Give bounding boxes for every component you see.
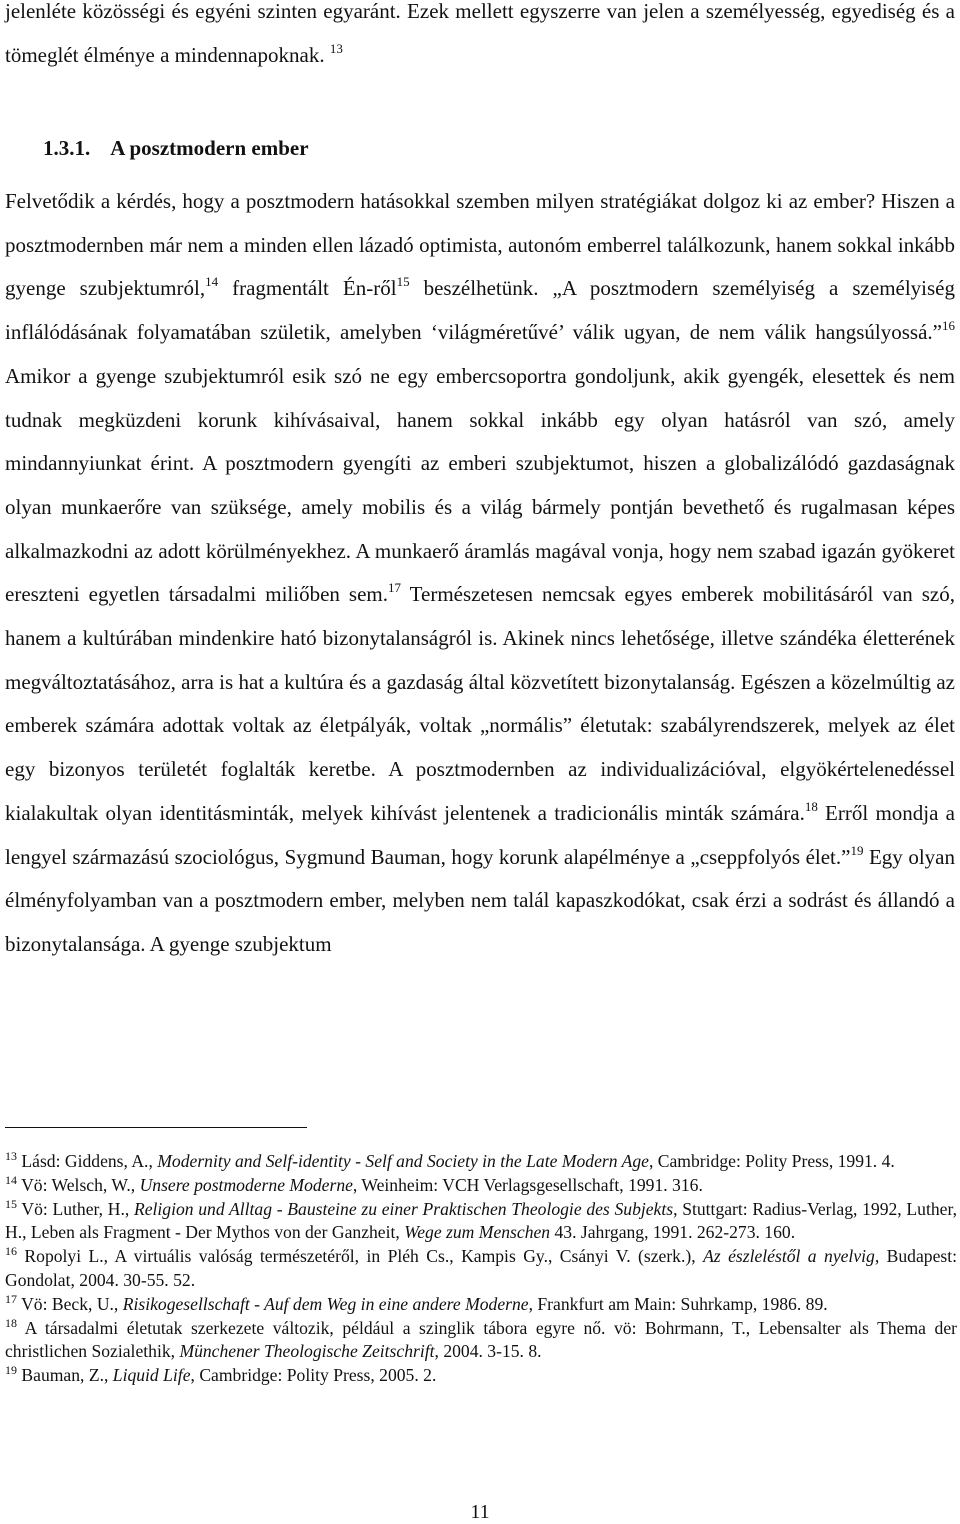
footnote-ref-13[interactable]: 13	[329, 40, 343, 56]
footnote-text: A társadalmi életutak szerkezete változik, például a szinglik tábora egyre nő. vö: Bohrmann, T., Lebensalter als Thema der christlichen Sozialethik,	[5, 1317, 957, 1362]
footnote-text: Vö: Welsch, W.,	[17, 1174, 140, 1195]
footnote-16	[5, 1245, 957, 1293]
body-text-6: Erről mondja a lengyel származású szociológus, Sygmund Bauman, hogy korunk alapélménye a „cseppfolyós élet.”	[5, 800, 955, 869]
footnote-text: , Frankfurt am Main: Suhrkamp, 1986. 89.	[528, 1293, 828, 1314]
footnote-13	[5, 1150, 957, 1174]
footnote-number: 14	[5, 1172, 17, 1187]
footnote-text: , Weinheim: VCH Verlagsgesellschaft, 1991. 316.	[352, 1174, 703, 1195]
section-title: A posztmodern ember	[110, 136, 309, 160]
footnote-title: Religion und Alltag - Bausteine zu einer Praktischen Theologie des Subjekts	[133, 1198, 674, 1219]
footnote-title: Risikogesellschaft - Auf dem Weg in eine andere Moderne	[122, 1293, 529, 1314]
footnote-title: Münchener Theologische Zeitschrift	[179, 1341, 435, 1362]
footnote-text: Vö: Luther, H.,	[17, 1198, 134, 1219]
page-number: 11	[470, 1501, 490, 1523]
footnote-ref-16[interactable]: 16	[942, 318, 955, 334]
footnote-text: , Cambridge: Polity Press, 1991. 4.	[648, 1151, 895, 1171]
intro-paragraph	[5, 0, 955, 77]
footnote-ref-15[interactable]: 15	[396, 274, 410, 290]
section-heading	[43, 127, 309, 171]
footnotes	[5, 1150, 957, 1388]
footnote-text: Bauman, Z.,	[17, 1365, 113, 1386]
footnote-text: 43. Jahrgang, 1991. 262-273. 160.	[550, 1222, 796, 1243]
body-text-1: Felvetődik a kérdés, hogy a posztmodern hatásokkal szemben milyen stratégiákat dolgoz ki az ember? Hiszen a posztmodernben már nem a minden ellen lázadó optimista, autonóm emberrel találkozunk, hanem sokkal inkább gyenge szubjektumról,	[5, 189, 955, 301]
footnote-title: Az észleléstől a nyelvig	[703, 1246, 875, 1267]
footnote-title: Wege zum Menschen	[404, 1222, 551, 1243]
footnote-title: Modernity and Self-identity - Self and Society in the Late Modern Age	[157, 1151, 649, 1171]
document-page	[5, 0, 958, 1523]
footnote-19	[5, 1364, 957, 1388]
footnote-15	[5, 1198, 957, 1246]
body-text-5: Természetesen nemcsak egyes emberek mobilitásáról van szó, hanem a kultúrában mindenkire ható bizonytalanságról is. Akinek nincs lehetősége, illetve szándéka életterének megváltoztatásához, arra is hat a kultúra és a gazdaság által közvetített bizonytalanság. Egészen a közelmúltig az emberek számára adottak voltak az életpályák, voltak „normális” életutak: szabályrendszerek, melyek az élet egy bizonyos területét foglalták keretbe. A posztmodernben az individualizációval, elgyökértelenedéssel kialakultak olyan identitásminták, melyek kihívást jelentenek a tradicionális minták számára.	[5, 582, 955, 825]
footnote-ref-17[interactable]: 17	[388, 580, 402, 596]
footnote-text: , 2004. 3-15. 8.	[434, 1341, 542, 1362]
body-text-7: Egy olyan élményfolyamban van a posztmodern ember, melyben nem talál kapaszkodókat, csak érzi a sodrást és állandó a bizonytalansága. A gyenge szubjektum	[5, 844, 955, 956]
section-number: 1.3.1.	[43, 136, 91, 160]
footnote-title: Unsere postmoderne Moderne	[139, 1174, 353, 1195]
footnote-number: 16	[5, 1244, 17, 1259]
footnote-ref-14[interactable]: 14	[205, 274, 219, 290]
body-paragraph	[5, 180, 955, 967]
footnote-text: Lásd: Giddens, A.,	[17, 1151, 158, 1171]
footnote-number: 17	[5, 1291, 17, 1306]
footnote-ref-19[interactable]: 19	[850, 842, 864, 858]
footnote-text: , Budapest: Gondolat, 2004. 30-55. 52.	[5, 1246, 958, 1290]
intro-text: jelenléte közösségi és egyéni szinten egyaránt. Ezek mellett egyszerre van jelen a személyesség, egyediség és a tömeglét élménye a mindennapoknak.	[5, 0, 955, 67]
footnote-separator	[5, 1127, 307, 1128]
footnote-text: Vö: Beck, U.,	[17, 1293, 123, 1314]
footnote-number: 13	[5, 1149, 17, 1163]
body-text-4: Amikor a gyenge szubjektumról esik szó ne egy embercsoportra gondoljunk, akik gyengék, elesettek és nem tudnak megküzdeni korunk kihívásaival, hanem sokkal inkább egy olyan hatásról van szó, amely mindannyiunkat érint. A posztmodern gyengíti az emberi szubjektumot, hiszen a globalizálódó gazdaságnak olyan munkaerőre van szüksége, amely mobilis és a világ bármely pontján bevethető és rugalmasan képes alkalmazkodni az adott körülményekhez. A munkaerő áramlás magával vonja, hogy nem szabad igazán gyökeret ereszteni egyetlen társadalmi miliőben sem.	[5, 363, 955, 607]
footnote-17	[5, 1293, 957, 1317]
footnote-title: Liquid Life	[112, 1365, 191, 1386]
footnote-number: 18	[5, 1315, 17, 1330]
footnote-ref-18[interactable]: 18	[804, 798, 818, 814]
footnote-14	[5, 1174, 957, 1198]
footnote-text: , Stuttgart: Radius-Verlag, 1992, Luther, H., Leben als Fragment - Der Mythos von der Ganzheit,	[5, 1198, 957, 1243]
footnote-18	[5, 1317, 957, 1365]
footnote-text: Ropolyi L., A virtuális valóság természetéről, in Pléh Cs., Kampis Gy., Csányi V. (szerk.),	[17, 1246, 704, 1267]
footnote-number: 15	[5, 1196, 17, 1211]
body-text-2: fragmentált Én-ről	[218, 276, 397, 301]
body-text-3: beszélhetünk. „A posztmodern személyiség a személyiség inflálódásának folyamatában születik, amelyben ‘világméretűvé’ válik ugyan, de nem válik hangsúlyossá.”	[5, 276, 956, 345]
footnote-text: , Cambridge: Polity Press, 2005. 2.	[190, 1365, 437, 1386]
footnote-number: 19	[5, 1363, 17, 1378]
